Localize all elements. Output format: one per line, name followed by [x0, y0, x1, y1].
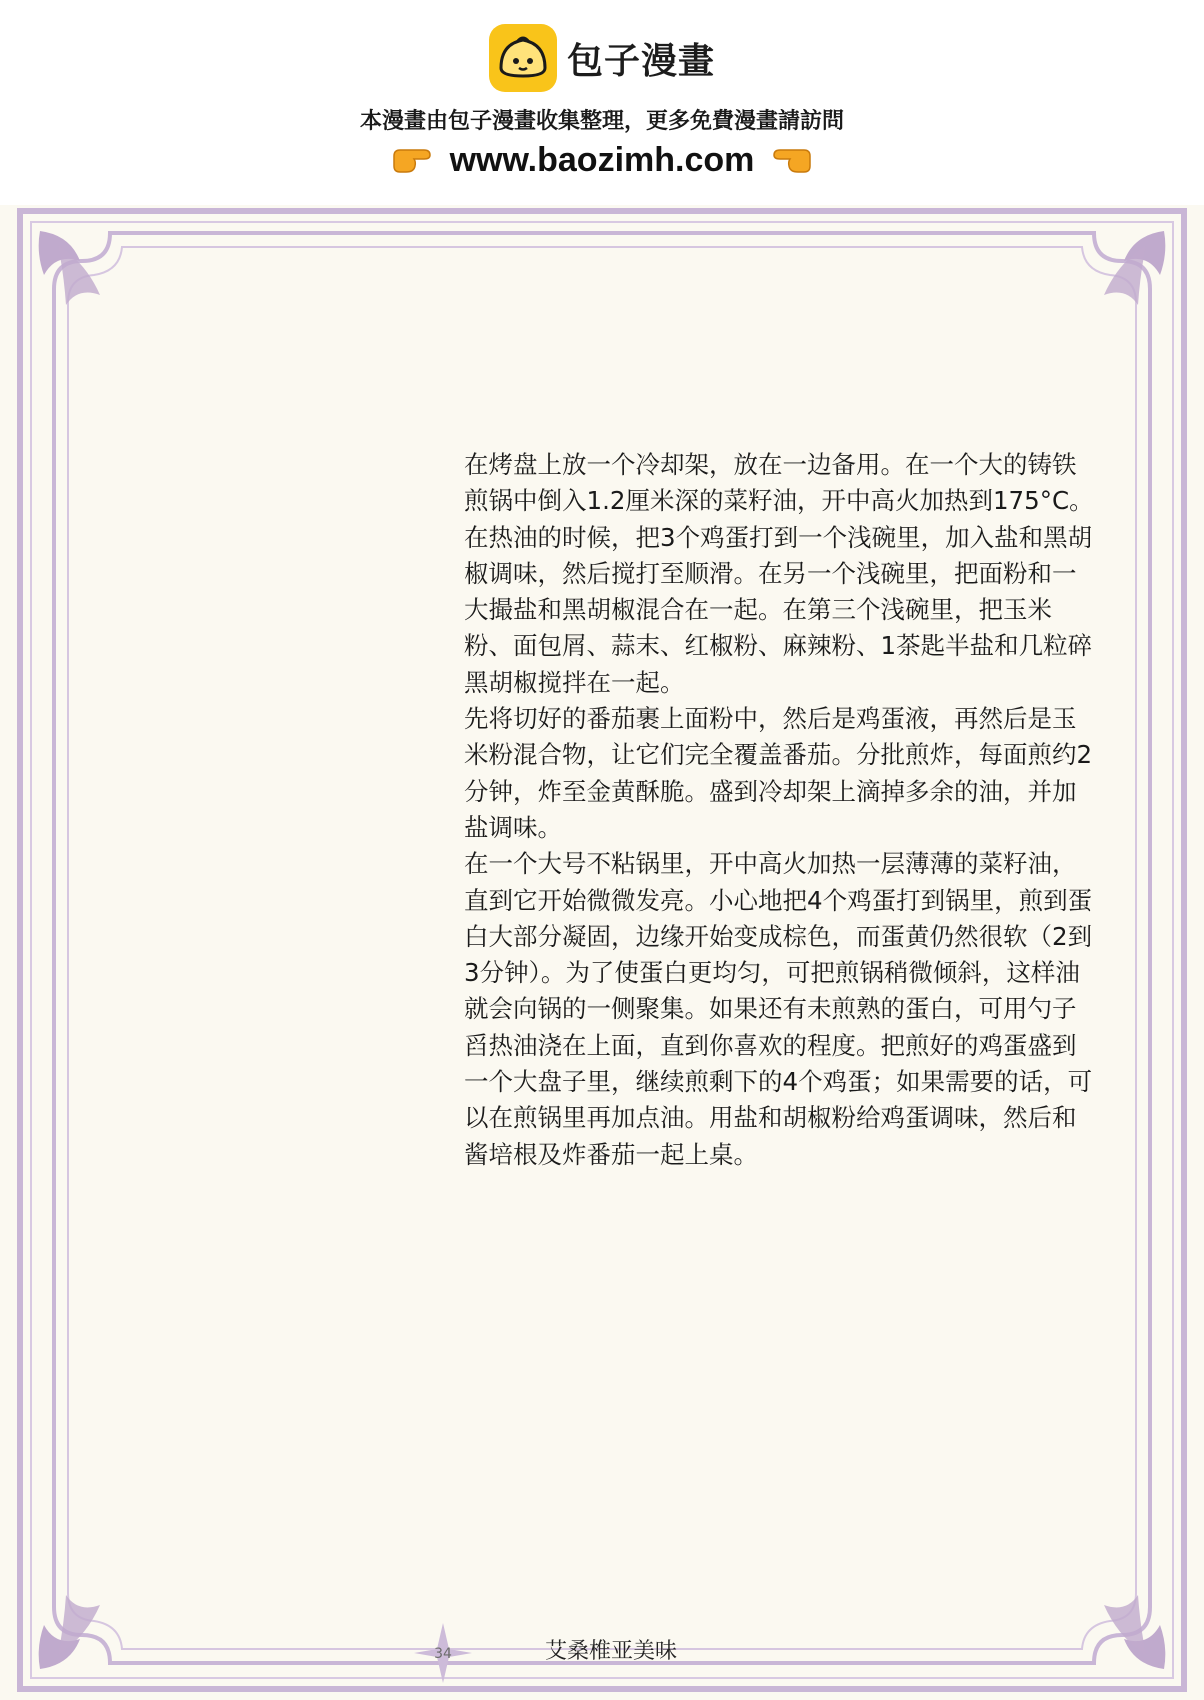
bun-face-icon: [489, 24, 557, 92]
ornament-corner-icon: [1104, 1595, 1165, 1669]
brand-name: 包子漫畫: [566, 40, 715, 82]
ornament-corner-icon: [1104, 231, 1165, 305]
url-line: [0, 136, 1204, 184]
brand[interactable]: [0, 22, 1204, 94]
paragraph: 先将切好的番茄裹上面粉中，然后是鸡蛋液，再然后是玉米粉混合物，让它们完全覆盖番茄。分批煎炸，每面煎约2分钟，炸至金黄酥脆。盛到冷却架上滴掉多余的油，并加盐调味。: [464, 704, 1093, 842]
book-page: [0, 205, 1204, 1700]
book-title: 艾桑椎亚美味: [545, 1639, 678, 1664]
paragraph: 在烤盘上放一个冷却架，放在一边备用。在一个大的铸铁煎锅中倒入1.2厘米深的菜籽油，开中高火加热到175°C。在热油的时候，把3个鸡蛋打到一个浅碗里，加入盐和黑胡椒调味，然后搅打至顺滑。在另一个浅碗里，把面粉和一大撮盐和黑胡椒混合在一起。在第三个浅碗里，把玉米粉、面包屑、蒜末、红椒粉、麻辣粉、1茶匙半盐和几粒碎黑胡椒搅拌在一起。: [464, 450, 1094, 697]
site-url-link[interactable]: www.baozimh.com: [449, 140, 755, 179]
recipe-text: [464, 447, 1094, 1173]
pointing-left-hand-icon: [770, 144, 814, 176]
ornament-corner-icon: [39, 1595, 100, 1669]
page-number: 34: [434, 1646, 452, 1662]
site-banner: [0, 0, 1204, 205]
notice-text: 本漫畫由包子漫畫收集整理，更多免費漫畫請訪問: [359, 109, 844, 134]
ornament-corner-icon: [39, 231, 100, 305]
paragraph: 在一个大号不粘锅里，开中高火加热一层薄薄的菜籽油，直到它开始微微发亮。小心地把4个鸡蛋打到锅里，煎到蛋白大部分凝固，边缘开始变成棕色，而蛋黄仍然很软（2到3分钟）。为了使蛋白更均匀，可把煎锅稍微倾斜，这样油就会向锅的一侧聚集。如果还有未煎熟的蛋白，可用勺子舀热油浇在上面，直到你喜欢的程度。把煎好的鸡蛋盛到一个大盘子里，继续煎剩下的4个鸡蛋；如果需要的话，可以在煎锅里再加点油。用盐和胡椒粉给鸡蛋调味，然后和酱培根及炸番茄一起上桌。: [464, 849, 1093, 1169]
pointing-right-hand-icon: [390, 144, 434, 176]
